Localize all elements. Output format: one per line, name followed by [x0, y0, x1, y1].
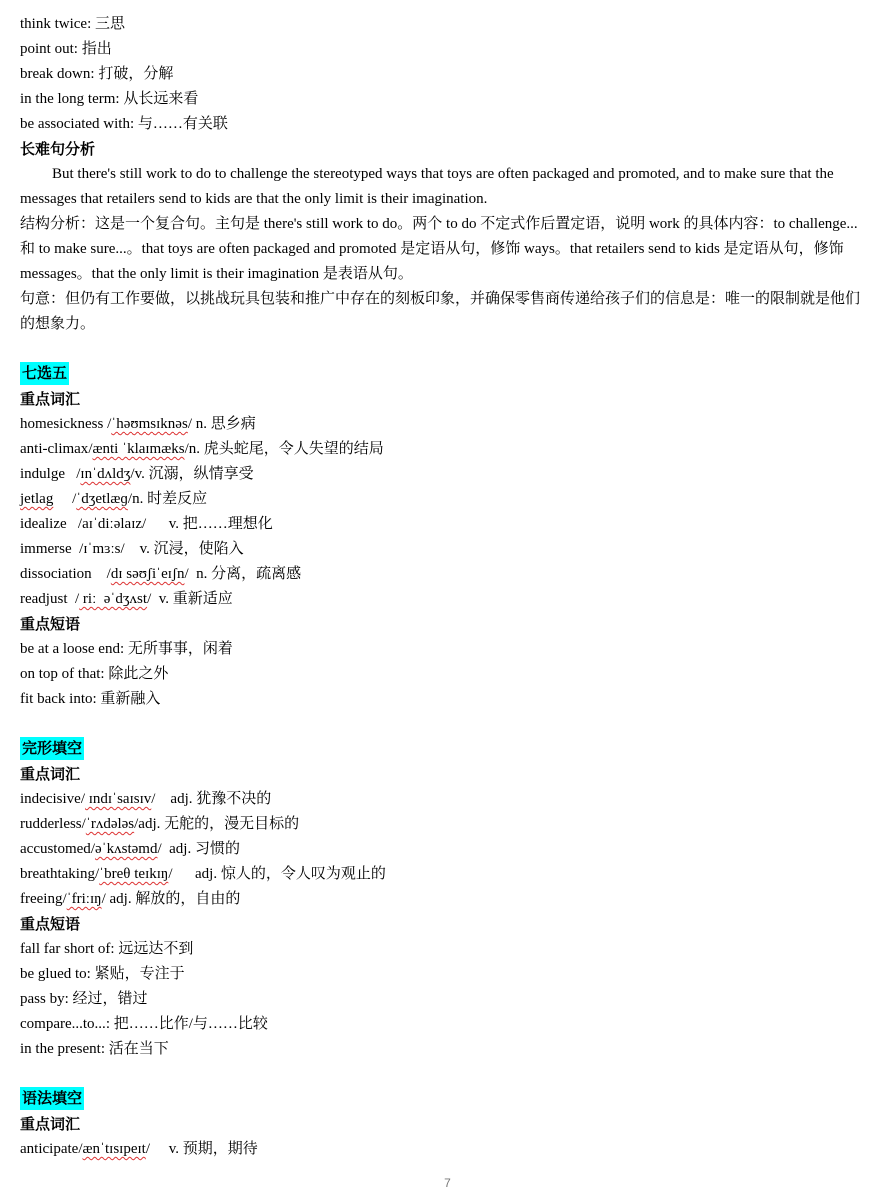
vocab-definition: /n. 时差反应	[127, 491, 208, 507]
phrase-entry: be at a loose end: 无所事事，闲着	[20, 641, 233, 657]
vocab-entry: homesickness /ˈhəʊmsɪknəs/ n. 思乡病	[20, 416, 256, 432]
vocab-word: readjust	[20, 591, 68, 607]
phrase-meaning: 远远达不到	[118, 941, 194, 957]
phrase-term: in the long term	[20, 91, 116, 107]
phonetic: ɪndɪˈsaɪsɪv	[85, 791, 152, 807]
vocab-word: anti-climax	[20, 441, 89, 457]
phonetic: aɪˈdiːəlaɪz	[82, 516, 143, 532]
section-title: 七选五	[20, 362, 69, 385]
vocab-entry: idealize /aɪˈdiːəlaɪz/ v. 把……理想化	[20, 516, 273, 532]
vocab-definition: /n. 虎头蛇尾，令人失望的结局	[184, 441, 384, 457]
blank-line	[20, 712, 865, 737]
vocab-definition: / n. 思乡病	[187, 416, 256, 432]
phrase-term: be associated with	[20, 116, 130, 132]
vocab-entry: anti-climax/ænti ˈklaɪmæks/n. 虎头蛇尾，令人失望的结局	[20, 441, 384, 457]
vocab-word: freeing	[20, 891, 63, 907]
phrase-heading: 重点短语	[20, 915, 81, 933]
phrase-entry: in the long term: 从长远来看	[20, 91, 199, 107]
phrase-entry: be glued to: 紧贴，专注于	[20, 966, 185, 982]
phonetic: əˈkʌstəmd	[94, 841, 158, 857]
phonetic: dɪ səʊʃiˈeɪʃn	[110, 566, 185, 582]
hard-sentence-heading: 长难句分析	[20, 140, 96, 158]
phonetic: ˈrʌdələs	[85, 816, 135, 832]
phrase-meaning: 把……比作/与……比较	[113, 1016, 268, 1032]
vocab-entry: indecisive/ ɪndɪˈsaɪsɪv/ adj. 犹豫不决的	[20, 791, 272, 807]
vocab-definition: / n. 分离，疏离感	[184, 566, 302, 582]
phonetic: ˈbreθ teɪkɪŋ	[99, 866, 169, 882]
phrase-meaning: 除此之外	[108, 666, 169, 682]
phrase-meaning: 活在当下	[108, 1041, 169, 1057]
phrase-entry: think twice: 三思	[20, 16, 126, 32]
blank-line	[20, 337, 865, 362]
sentence-meaning: 句意：但仍有工作要做，以挑战玩具包装和推广中存在的刻板印象，并确保零售商传递给孩子们的信息是：唯一的限制就是他们的想象力。	[20, 291, 861, 332]
phrase-meaning: 从长远来看	[123, 91, 199, 107]
phrase-entry: compare...to...: 把……比作/与……比较	[20, 1016, 268, 1032]
phrase-meaning: 与……有关联	[137, 116, 228, 132]
phrase-heading: 重点短语	[20, 615, 81, 633]
phrase-term: be at a loose end	[20, 641, 120, 657]
vocab-definition: /v. 沉溺，纵情享受	[130, 466, 254, 482]
vocab-definition: / v. 沉浸，使陷入	[120, 541, 244, 557]
vocab-heading: 重点词汇	[20, 765, 81, 783]
section-title: 完形填空	[20, 737, 84, 760]
phrase-term: be glued to	[20, 966, 87, 982]
vocab-definition: / adj. 犹豫不决的	[151, 791, 272, 807]
vocab-entry: freeing/ˈfriːɪŋ/ adj. 解放的，自由的	[20, 891, 241, 907]
phrase-entry: pass by: 经过，错过	[20, 991, 148, 1007]
vocab-word: anticipate	[20, 1141, 79, 1157]
vocab-word: idealize	[20, 516, 67, 532]
phrase-meaning: 无所事事，闲着	[127, 641, 233, 657]
section-title: 语法填空	[20, 1087, 84, 1110]
phrase-meaning: 重新融入	[100, 691, 161, 707]
vocab-definition: / adj. 习惯的	[157, 841, 240, 857]
vocab-entry: readjust / riː əˈdʒʌst/ v. 重新适应	[20, 591, 233, 607]
phrase-term: pass by	[20, 991, 65, 1007]
vocab-definition: / v. 预期，期待	[145, 1141, 258, 1157]
phonetic: ɪnˈdʌldʒ	[80, 466, 131, 482]
phonetic: ˈdʒetlæɡ	[76, 491, 128, 507]
phonetic: ænti ˈklaɪmæks	[92, 441, 185, 457]
vocab-word: immerse	[20, 541, 72, 557]
phrase-entry: on top of that: 除此之外	[20, 666, 169, 682]
phrase-entry: fit back into: 重新融入	[20, 691, 161, 707]
phrase-term: point out	[20, 41, 74, 57]
vocab-word: jetlag	[20, 491, 54, 507]
phrase-meaning: 打破，分解	[98, 66, 174, 82]
phrase-term: break down	[20, 66, 91, 82]
vocab-entry: anticipate/ænˈtɪsɪpeɪt/ v. 预期，期待	[20, 1141, 258, 1157]
vocab-definition: / adj. 惊人的，令人叹为观止的	[168, 866, 386, 882]
phrase-term: think twice	[20, 16, 88, 32]
phrase-term: fit back into	[20, 691, 93, 707]
blank-line	[20, 1062, 865, 1087]
phrase-meaning: 指出	[81, 41, 112, 57]
phrase-term: fall far short of	[20, 941, 111, 957]
vocab-entry: rudderless/ˈrʌdələs/adj. 无舵的，漫无目标的	[20, 816, 300, 832]
vocab-definition: /adj. 无舵的，漫无目标的	[134, 816, 300, 832]
vocab-word: rudderless	[20, 816, 82, 832]
vocab-entry: indulge /ɪnˈdʌldʒ/v. 沉溺，纵情享受	[20, 466, 254, 482]
vocab-heading: 重点词汇	[20, 390, 81, 408]
phrase-term: in the present	[20, 1041, 101, 1057]
phrase-entry: point out: 指出	[20, 41, 112, 57]
page-number: 7	[444, 1176, 451, 1190]
phonetic: ɪˈmɜːs	[83, 541, 121, 557]
structure-analysis: 结构分析：这是一个复合句。主句是 there's still work to do。两个 to do 不定式作后置定语，说明 work 的具体内容：to challenge...和 to make sure...。that toys are often packaged and promoted 是定语从句，修饰 ways。that retailers send to kids 是定语从句，修饰 messages。that the only limit is their imagination 是表语从句。	[20, 216, 858, 282]
phonetic: riː əˈdʒʌst	[79, 591, 148, 607]
vocab-word: indulge	[20, 466, 65, 482]
vocab-entry: immerse /ɪˈmɜːs/ v. 沉浸，使陷入	[20, 541, 244, 557]
section-seven-choose-five	[20, 362, 865, 387]
phrase-entry: in the present: 活在当下	[20, 1041, 169, 1057]
phrase-meaning: 紧贴，专注于	[94, 966, 185, 982]
section-cloze	[20, 737, 865, 762]
phrase-entry: break down: 打破，分解	[20, 66, 174, 82]
vocab-word: breathtaking	[20, 866, 95, 882]
phonetic: ænˈtɪsɪpeɪt	[82, 1141, 146, 1157]
phrase-entry: be associated with: 与……有关联	[20, 116, 228, 132]
phrase-meaning: 经过，错过	[72, 991, 148, 1007]
phonetic: ˈhəʊmsɪknəs	[111, 416, 188, 432]
vocab-word: dissociation	[20, 566, 92, 582]
vocab-definition: / v. 把……理想化	[142, 516, 273, 532]
phrase-term: compare...to...	[20, 1016, 106, 1032]
phrase-meaning: 三思	[95, 16, 126, 32]
vocab-entry: accustomed/əˈkʌstəmd/ adj. 习惯的	[20, 841, 240, 857]
phrase-term: on top of that	[20, 666, 101, 682]
vocab-entry: dissociation /dɪ səʊʃiˈeɪʃn/ n. 分离，疏离感	[20, 566, 302, 582]
vocab-word: indecisive	[20, 791, 81, 807]
vocab-entry: breathtaking/ˈbreθ teɪkɪŋ/ adj. 惊人的，令人叹为观止的	[20, 866, 386, 882]
example-sentence: But there's still work to do to challenge the stereotyped ways that toys are often packaged and promoted, and to make sure that the messages that retailers send to kids are that the only limit is their imagination.	[20, 166, 834, 207]
vocab-entry: jetlag /ˈdʒetlæɡ/n. 时差反应	[20, 491, 208, 507]
vocab-definition: / v. 重新适应	[147, 591, 233, 607]
section-grammar	[20, 1087, 865, 1112]
vocab-word: accustomed	[20, 841, 91, 857]
vocab-heading: 重点词汇	[20, 1115, 81, 1133]
vocab-word: homesickness	[20, 416, 104, 432]
phonetic: ˈfriːɪŋ	[66, 891, 102, 907]
phrase-entry: fall far short of: 远远达不到	[20, 941, 194, 957]
document-page	[20, 12, 865, 1162]
vocab-definition: / adj. 解放的，自由的	[101, 891, 241, 907]
